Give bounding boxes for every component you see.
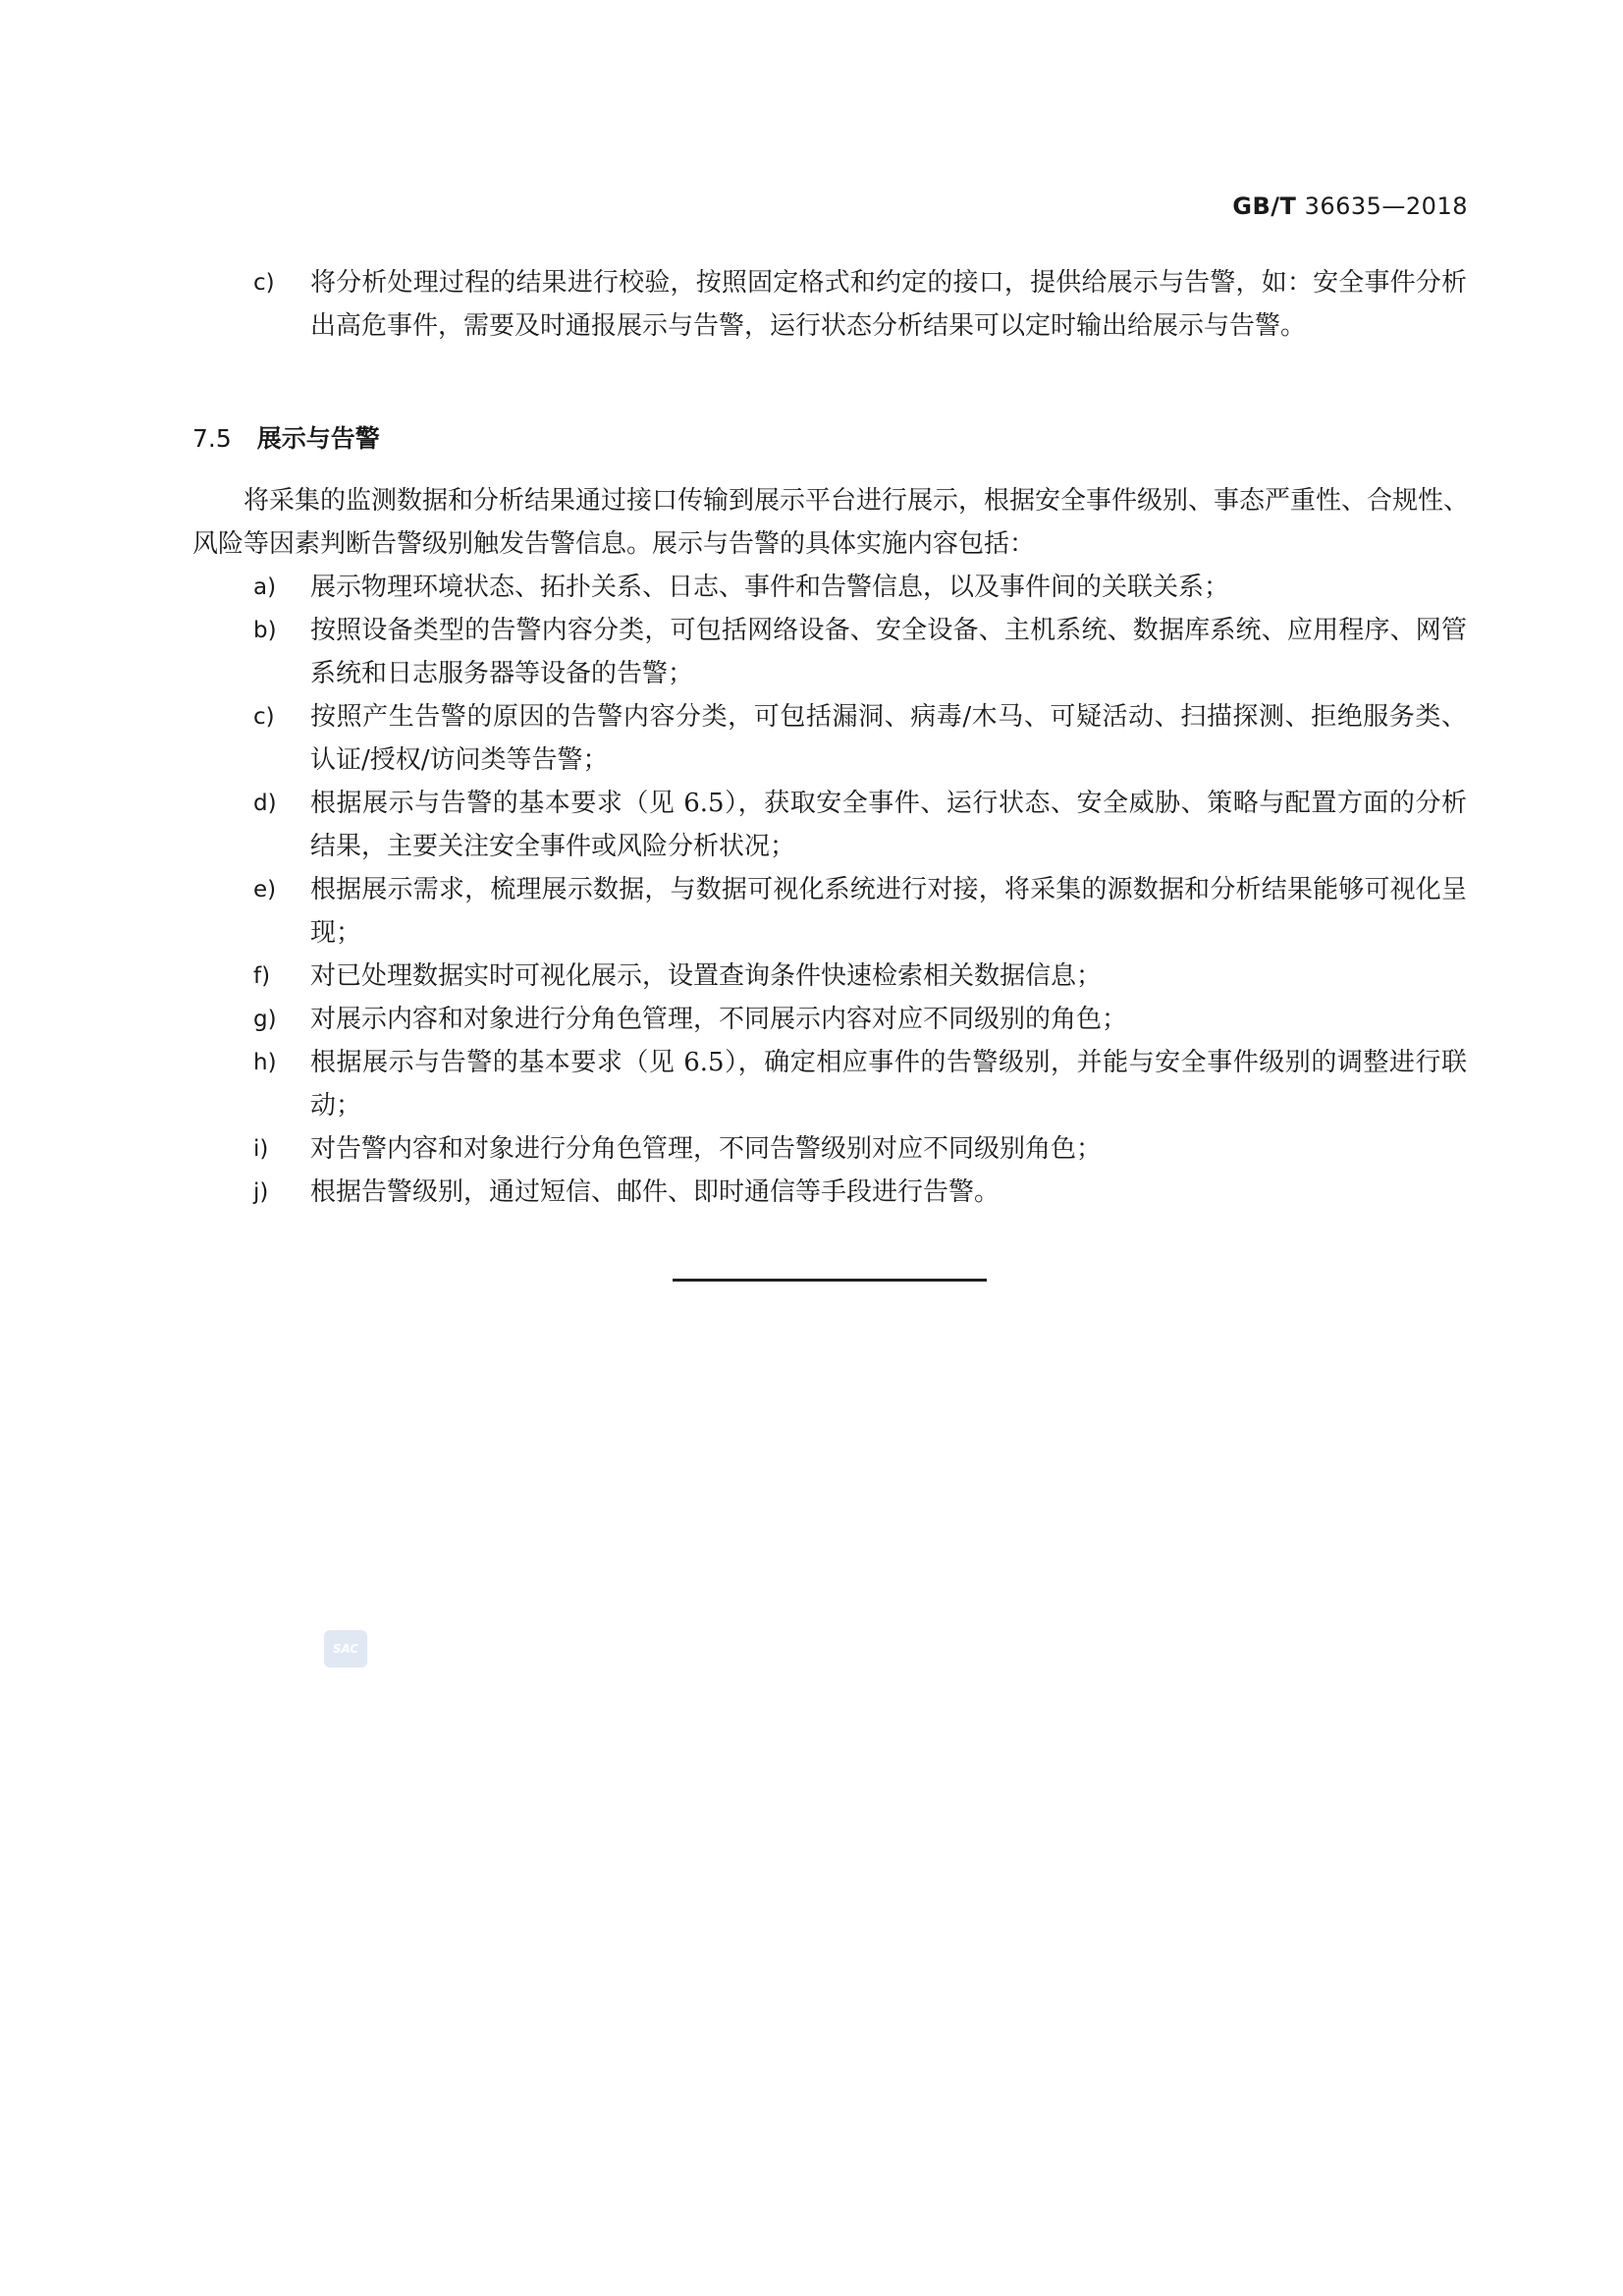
list-item-j [253, 1171, 1471, 1214]
list-item-text: 根据展示与告警的基本要求（见 6.5），获取安全事件、运行状态、安全威胁、策略与配置方面的分析结果，主要关注安全事件或风险分析状况； [310, 789, 1467, 861]
list-item-text: 根据展示与告警的基本要求（见 6.5），确定相应事件的告警级别，并能与安全事件级别的调整进行联动； [310, 1048, 1467, 1121]
list-marker: d) [253, 791, 277, 816]
list-marker: b) [253, 618, 277, 643]
list-item-text: 按照产生告警的原因的告警内容分类，可包括漏洞、病毒/木马、可疑活动、扫描探测、拒绝服务类、认证/授权/访问类等告警； [310, 702, 1467, 775]
list-marker: c) [253, 270, 275, 296]
list-item-prev-c [253, 261, 1471, 348]
list-item-text: 对展示内容和对象进行分角色管理，不同展示内容对应不同级别的角色； [310, 1005, 1128, 1034]
list-item-c [253, 695, 1471, 782]
list-item-e [253, 868, 1471, 955]
standard-code: GB/T [1232, 192, 1297, 220]
end-of-document-rule [673, 1279, 987, 1282]
list-marker: j) [253, 1179, 269, 1205]
list-item-a [253, 566, 1471, 609]
list-marker: i) [253, 1136, 269, 1162]
list-item-text: 展示物理环境状态、拓扑关系、日志、事件和告警信息，以及事件间的关联关系； [310, 573, 1230, 602]
standard-number: 36635—2018 [1304, 192, 1468, 220]
list-item-g [253, 998, 1471, 1041]
list-marker: h) [253, 1050, 277, 1075]
list-item-text: 按照设备类型的告警内容分类，可包括网络设备、安全设备、主机系统、数据库系统、应用程序、网管系统和日志服务器等设备的告警； [310, 616, 1467, 688]
list-item-text: 将分析处理过程的结果进行校验，按照固定格式和约定的接口，提供给展示与告警，如：安全事件分析出高危事件，需要及时通报展示与告警，运行状态分析结果可以定时输出给展示与告警。 [310, 268, 1467, 341]
list-marker: f) [253, 963, 271, 989]
list-item-d [253, 782, 1471, 868]
list-marker: c) [253, 704, 275, 730]
list-marker: a) [253, 574, 277, 600]
list-item-text: 根据展示需求，梳理展示数据，与数据可视化系统进行对接，将采集的源数据和分析结果能够可视化呈现； [310, 875, 1467, 948]
section-intro-paragraph: 将采集的监测数据和分析结果通过接口传输到展示平台进行展示，根据安全事件级别、事态严重性、合规性、风险等因素判断告警级别触发告警信息。展示与告警的具体实施内容包括： [192, 486, 1470, 559]
list-item-i [253, 1127, 1471, 1171]
list-item-text: 根据告警级别，通过短信、邮件、即时通信等手段进行告警。 [310, 1177, 1001, 1207]
section-title: 展示与告警 [256, 424, 380, 453]
list-item-b [253, 609, 1471, 695]
list-marker: g) [253, 1007, 277, 1032]
list-item-h [253, 1041, 1471, 1127]
section-heading [192, 419, 380, 455]
list-marker: e) [253, 877, 277, 902]
section-number: 7.5 [192, 424, 232, 453]
sac-watermark-logo: SAC [324, 1630, 367, 1667]
list-item-text: 对告警内容和对象进行分角色管理，不同告警级别对应不同级别角色； [310, 1134, 1103, 1164]
list-item-text: 对已处理数据实时可视化展示，设置查询条件快速检索相关数据信息； [310, 961, 1103, 991]
page-header [1232, 192, 1468, 220]
list-item-f [253, 955, 1471, 998]
